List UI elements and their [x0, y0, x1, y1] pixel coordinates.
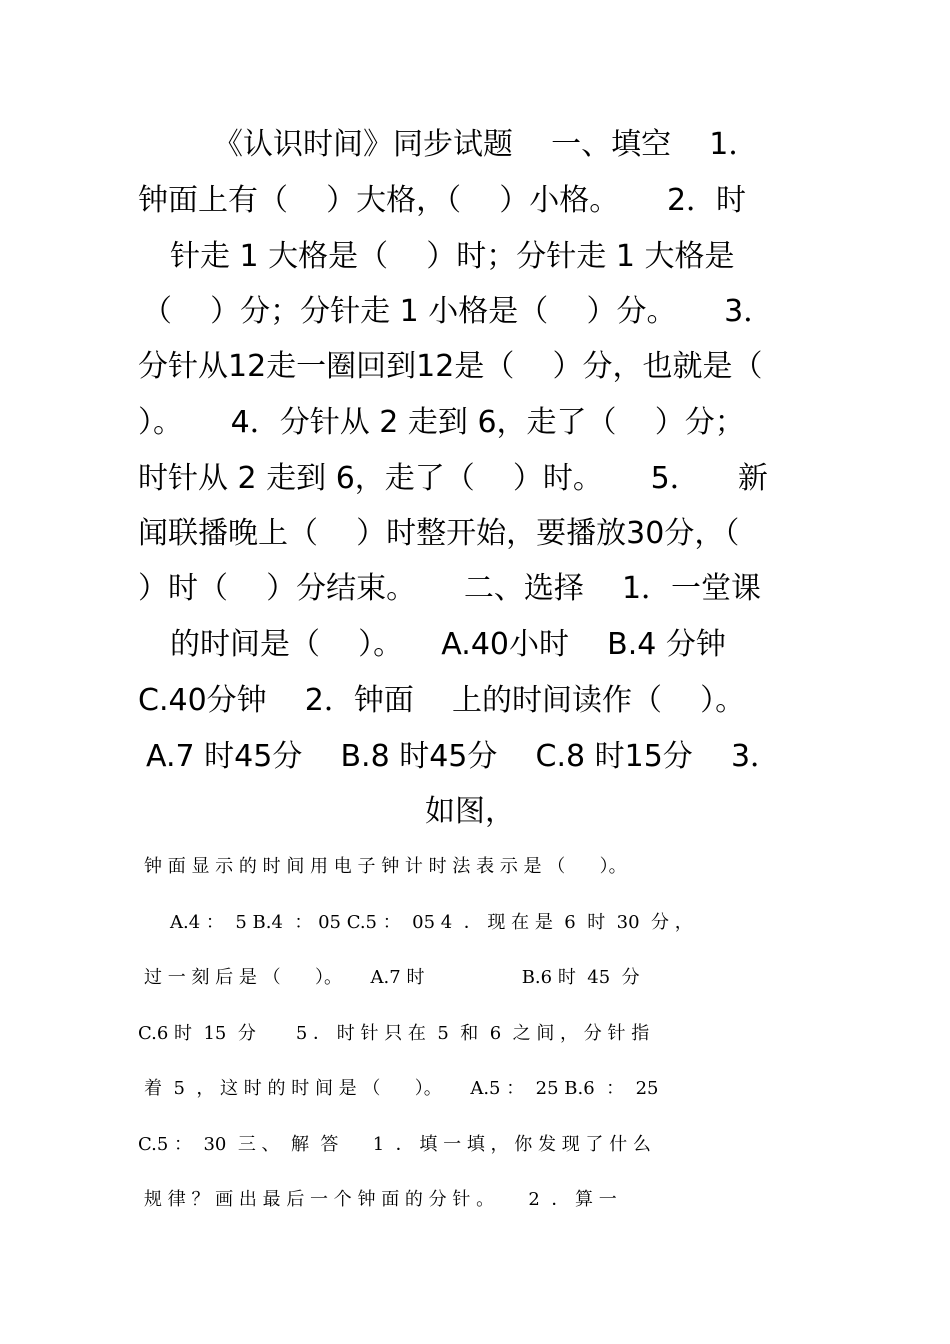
- text-line-4: （ ）分；分针走 1 小格是（ ）分。 3．: [142, 294, 774, 329]
- small-line-5: 着 5 ， 这 时 的 时 间 是 （ ）。 A.5 ： 25 B.6 ： 25: [144, 1078, 659, 1099]
- text-line-8: 闻联播晚上（ ）时整开始，要播放30分，（: [138, 516, 740, 551]
- text-line-10: 的时间是（ ）。 A.40小时 B.4 分钟: [170, 627, 726, 662]
- text-line-13: 如图，: [425, 794, 515, 829]
- small-line-6: C.5 ： 30 三 、 解 答 1 ． 填 一 填 ， 你 发 现 了 什 么: [138, 1134, 651, 1155]
- text-line-1: 《认识时间》同步试题 一、填空 1．: [213, 127, 759, 162]
- small-line-4: C.6 时 15 分 5 ． 时 针 只 在 5 和 6 之 间 ， 分 针 指: [138, 1023, 650, 1044]
- text-line-5: 分针从12走一圈回到12是（ ）分，也就是（: [138, 349, 763, 384]
- text-line-3: 针走 1 大格是（ ）时；分针走 1 大格是: [170, 239, 735, 274]
- small-line-2: A.4 ： 5 B.4 ： 05 C.5 ： 05 4 ． 现 在 是 6 时 30 分 ，: [170, 912, 693, 933]
- small-line-7: 规 律 ？ 画 出 最 后 一 个 钟 面 的 分 针 。 2 ． 算 一: [144, 1189, 617, 1210]
- text-line-6: ）。 4．分针从 2 走到 6，走了（ ）分；: [138, 405, 745, 440]
- text-line-7: 时针从 2 走到 6，走了（ ）时。 5． 新: [138, 461, 768, 496]
- small-line-1: 钟 面 显 示 的 时 间 用 电 子 钟 计 时 法 表 示 是 （ ）。: [144, 856, 627, 877]
- small-line-3: 过 一 刻 后 是 （ ）。 A.7 时 B.6 时 45 分: [144, 967, 640, 988]
- text-line-11: C.40分钟 2．钟面 上的时间读作（ ）。: [138, 683, 746, 718]
- text-line-2: 钟面上有（ ）大格，（ ）小格。 2．时: [138, 183, 747, 218]
- text-line-9: ）时（ ）分结束。 二、选择 1．一堂课: [138, 571, 762, 606]
- text-line-12: A.7 时45分 B.8 时45分 C.8 时15分 3．: [146, 739, 781, 774]
